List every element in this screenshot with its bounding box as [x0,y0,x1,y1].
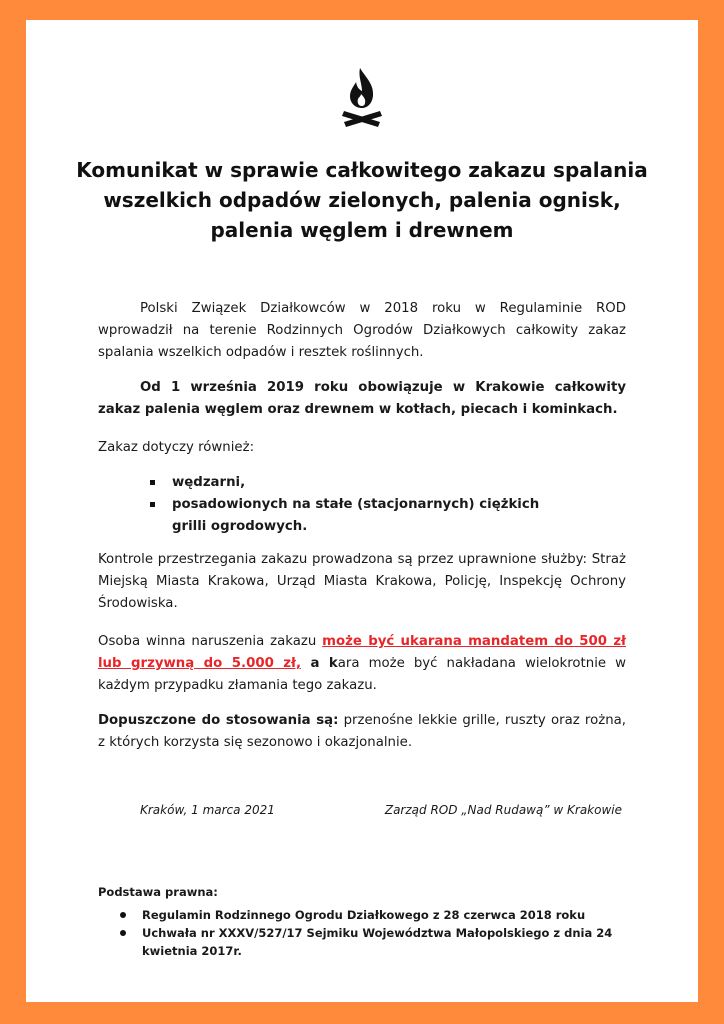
title-line-1: Komunikat w sprawie całkowitego zakazu spalania [76,158,648,182]
paragraph-regulation: Polski Związek Działkowców w 2018 roku w Regulaminie ROD wprowadził na terenie Rodzinnych Ogrodów Działkowych całkowity zakaz spalania wszelkich odpadów i resztek roślinnych. [98,301,626,360]
ban-items-list [148,472,548,538]
list-item: wędzarni, [148,472,548,494]
allowed-rest: przenośne lekkie grille, ruszty oraz rożna, z których korzysta się sezonowo i okazjonalnie. [98,713,627,750]
paragraph-krakow-ban: Od 1 września 2019 roku obowiązuje w Krakowie całkowity zakaz palenia węglem oraz drewnem w kotłach, piecach i kominkach. [98,380,626,417]
page-title [66,155,658,245]
allowed-lead: Dopuszczone do stosowania są: [98,713,339,728]
penalty-lead: Osoba winna naruszenia zakazu [98,634,323,649]
penalty-highlight: może być ukarana mandatem do 500 zł lub grzywną do 5.000 zł, [98,634,626,671]
document-date: Kraków, 1 marca 2021 [140,803,275,817]
paragraph-penalty [98,631,626,697]
title-line-2: wszelkich odpadów zielonych, palenia ognisk, [103,188,621,212]
notice-page [26,20,698,1002]
penalty-rest: ara może być nakładana wielokrotnie w każdym przypadku złamania tego zakazu. [98,656,626,693]
paragraph-controls: Kontrole przestrzegania zakazu prowadzona są przez uprawnione służby: Straż Miejską Miasta Krakowa, Urząd Miasta Krakowa, Policję, Inspekcję Ochrony Środowiska. [98,552,626,611]
penalty-bold-a: a k [301,656,338,671]
list-item: Uchwała nr XXXV/527/17 Sejmiku Województwa Małopolskiego z dnia 24 kwietnia 2017r. [116,924,636,960]
legal-basis-heading: Podstawa prawna: [98,885,218,899]
list-item: Regulamin Rodzinnego Ogrodu Działkowego z 28 czerwca 2018 roku [116,906,636,924]
title-line-3: palenia węglem i drewnem [210,218,514,242]
list-item: posadowionych na stałe (stacjonarnych) ciężkich grilli ogrodowych. [148,494,548,538]
paragraph-allowed [98,710,626,754]
signature: Zarząd ROD „Nad Rudawą” w Krakowie [384,803,622,817]
campfire-icon [340,64,384,128]
legal-basis-list [116,906,636,960]
paragraph-also-applies: Zakaz dotyczy również: [98,440,255,455]
